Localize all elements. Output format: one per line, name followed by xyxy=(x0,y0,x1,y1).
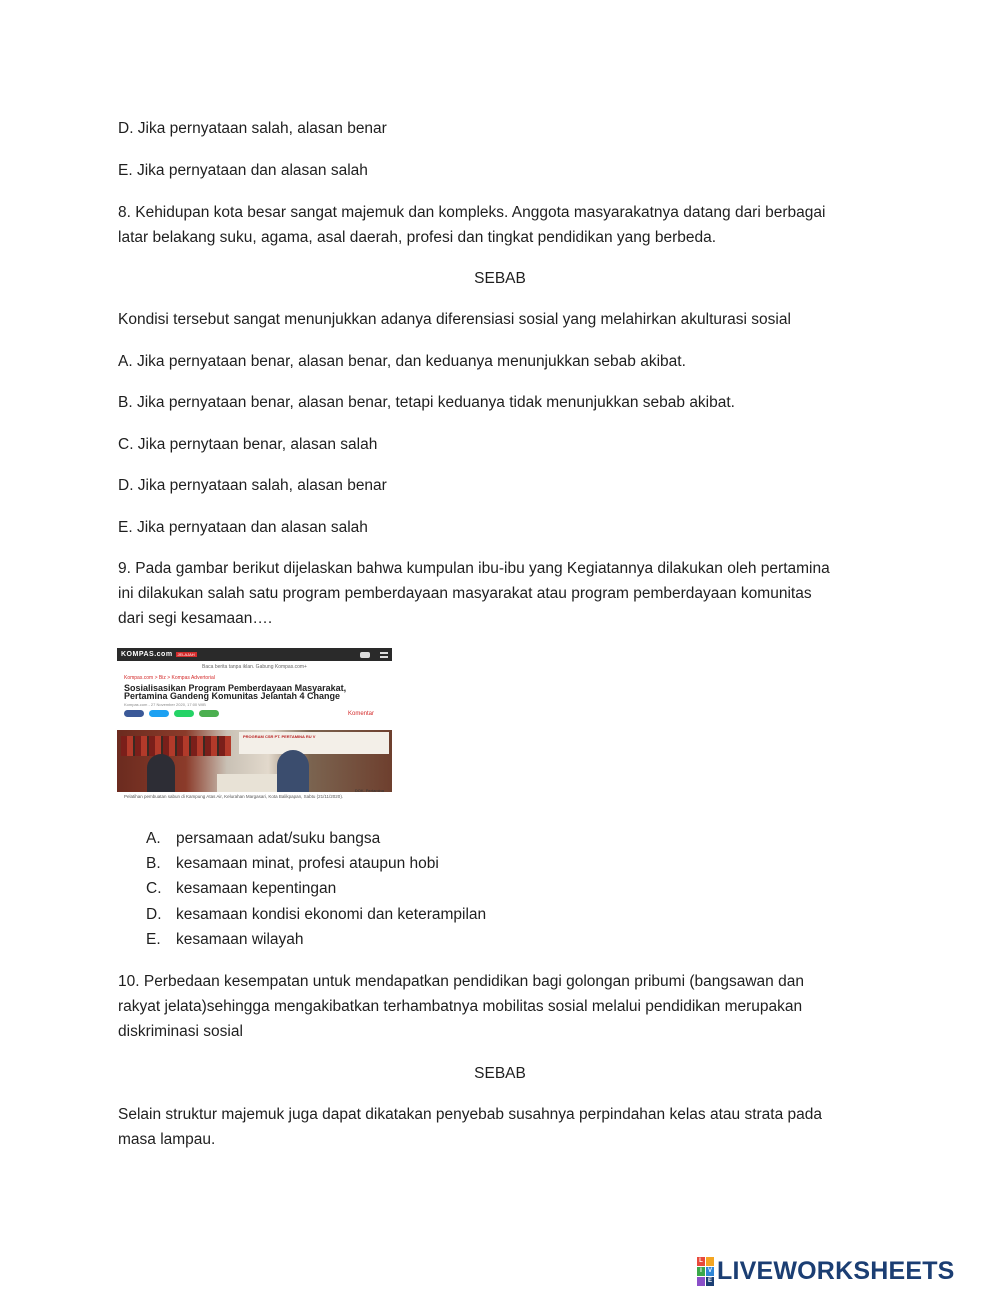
q9-option xyxy=(146,826,746,851)
news-breadcrumb: Kompas.com > Biz > Kompas Advertorial xyxy=(124,675,215,681)
q8-statement-line1: 8. Kehidupan kota besar sangat majemuk dan kompleks. Anggota masyarakatnya datang dari berbagai xyxy=(118,204,826,221)
q9-option xyxy=(146,851,746,876)
photo-shelf xyxy=(121,736,231,756)
q9-option xyxy=(146,927,746,952)
logo-tile: L xyxy=(697,1257,705,1266)
q8-option-b: B. Jika pernyataan benar, alasan benar, tetapi keduanya tidak menunjukkan sebab akibat. xyxy=(118,394,735,411)
q10-line1: 10. Perbedaan kesempatan untuk mendapatkan pendidikan bagi golongan pribumi (bangsawan dan xyxy=(118,973,804,990)
q9-option xyxy=(146,876,746,901)
q10-sebab: SEBAB xyxy=(474,1065,526,1082)
q8-reason: Kondisi tersebut sangat menunjukkan adanya diferensiasi sosial yang melahirkan akulturasi sosial xyxy=(118,311,791,328)
q8-option-a: A. Jika pernyataan benar, alasan benar, dan keduanya menunjukkan sebab akibat. xyxy=(118,353,686,370)
facebook-icon xyxy=(124,710,144,717)
logo-tile xyxy=(706,1257,714,1266)
q7-option-d: D. Jika pernyataan salah, alasan benar xyxy=(118,120,387,137)
q8-option-e: E. Jika pernyataan dan alasan salah xyxy=(118,519,368,536)
q8-sebab: SEBAB xyxy=(474,270,526,287)
q9-option xyxy=(146,902,746,927)
news-comment-link: Komentar xyxy=(347,710,374,717)
q10-reason-line1: Selain struktur majemuk juga dapat dikatakan penyebab susahnya perpindahan kelas atau strata pada xyxy=(118,1106,822,1123)
q8-statement-line2: latar belakang suku, agama, asal daerah, profesi dan tingkat pendidikan yang berbeda. xyxy=(118,229,717,246)
news-photo-credit: DOK. Pertamina xyxy=(354,788,384,793)
q10-line2: rakyat jelata)sehingga mengakibatkan terhambatnya mobilitas sosial melalui pendidikan merupakan xyxy=(118,998,803,1015)
q7-option-e: E. Jika pernyataan dan alasan salah xyxy=(118,162,368,179)
liveworksheets-logo xyxy=(697,1257,955,1285)
news-screenshot-image xyxy=(117,648,392,806)
q9-option-text: kesamaan minat, profesi ataupun hobi xyxy=(176,855,439,873)
q9-line1: 9. Pada gambar berikut dijelaskan bahwa kumpulan ibu-ibu yang Kegiatannya dilakukan oleh pertamina xyxy=(118,560,830,577)
liveworksheets-logo-icon xyxy=(697,1257,714,1286)
news-promo: Baca berita tanpa iklan. Gabung Kompas.com+ xyxy=(202,664,307,670)
news-menu-icon xyxy=(380,652,388,658)
news-logo: KOMPAS.com xyxy=(121,651,173,658)
news-logo-tag: JELAJAH xyxy=(177,652,195,657)
q9-option-text: persamaan adat/suku bangsa xyxy=(176,830,381,847)
news-photo xyxy=(117,730,392,792)
q9-option-label: C. xyxy=(146,880,162,898)
news-share-row xyxy=(124,710,392,717)
news-headline: Sosialisasikan Program Pemberdayaan Masyarakat, Pertamina Gandeng Komunitas Jelantah 4 Change xyxy=(124,683,347,701)
photo-person xyxy=(147,754,175,792)
q10-line3: diskriminasi sosial xyxy=(118,1023,243,1040)
whatsapp-icon xyxy=(174,710,194,717)
liveworksheets-wordmark: LIVEWORKSHEETS xyxy=(717,1256,955,1285)
q9-option-text: kesamaan kepentingan xyxy=(176,880,337,898)
q9-option-label: E. xyxy=(146,930,161,948)
logo-tile: V xyxy=(707,1268,712,1274)
q9-option-label: A. xyxy=(146,830,161,847)
photo-person xyxy=(277,750,309,792)
q8-option-c: C. Jika pernytaan benar, alasan salah xyxy=(118,436,378,453)
logo-tile: I xyxy=(697,1267,705,1276)
q8-option-d: D. Jika pernyataan salah, alasan benar xyxy=(118,477,387,494)
q9-options-list xyxy=(146,826,746,952)
news-header-bar xyxy=(117,648,392,661)
q9-option-text: kesamaan kondisi ekonomi dan keterampilan xyxy=(176,905,487,923)
news-photo-caption: Pelatihan pembuatan sabun di Kampung Atas Air, Kelurahan Margasari, Kota Balikpapan, Sabtu (21/11/2020). xyxy=(124,794,344,799)
q9-line2: ini dilakukan salah satu program pemberdayaan masyarakat atau program pemberdayaan komunitas xyxy=(118,585,812,602)
q10-reason-line2: masa lampau. xyxy=(118,1131,216,1148)
logo-tile: E xyxy=(707,1278,712,1284)
q9-option-label: B. xyxy=(146,855,161,873)
q9-option-label: D. xyxy=(146,905,162,923)
news-date: Kompas.com - 27 November 2020, 17:00 WIB xyxy=(124,702,206,707)
q9-option-text: kesamaan wilayah xyxy=(176,930,304,948)
share-icon xyxy=(199,710,219,717)
news-account-icon xyxy=(360,652,370,658)
twitter-icon xyxy=(149,710,169,717)
logo-tile xyxy=(697,1277,705,1286)
photo-banner: PROGRAM CSR PT. PERTAMINA RU V xyxy=(239,732,389,754)
q9-line3: dari segi kesamaan…. xyxy=(118,610,273,627)
